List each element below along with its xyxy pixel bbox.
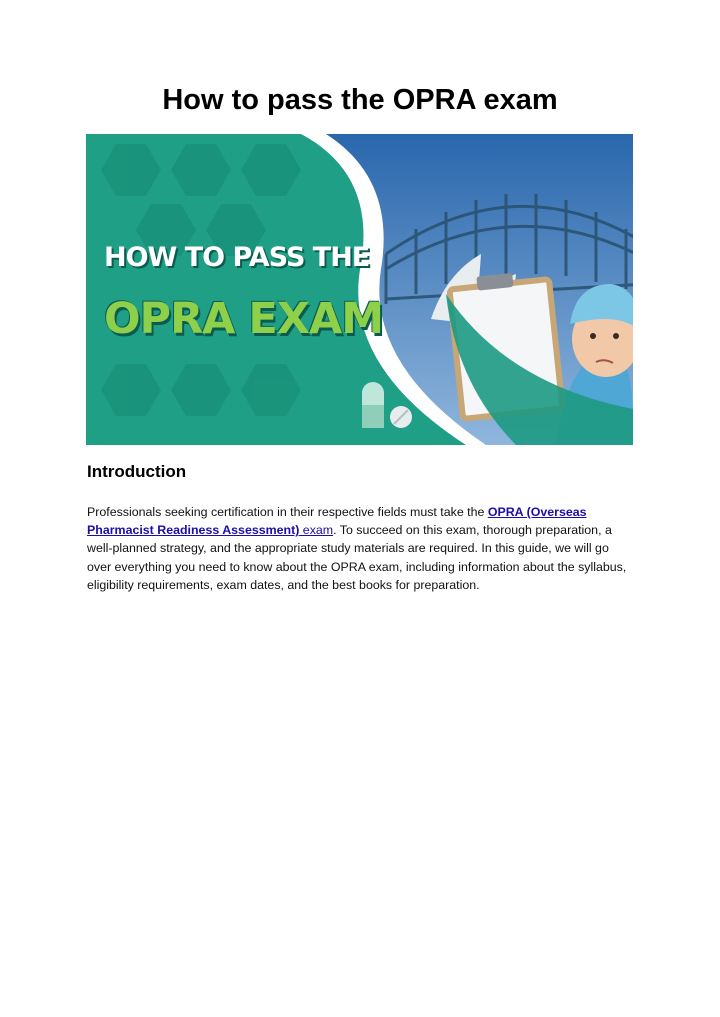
hero-headline-line-1: HOW TO PASS THE [104, 242, 370, 273]
intro-text-start: Professionals seeking certification in their respective fields must take the [87, 505, 488, 519]
introduction-heading: Introduction [87, 462, 187, 481]
exam-link[interactable]: exam [299, 523, 334, 538]
hero-headline-line-2: OPRA EXAM [104, 294, 384, 344]
page-title: How to pass the OPRA exam [162, 84, 558, 116]
hero-banner-image [86, 134, 633, 445]
intro-text-end: . To succeed on this exam, thorough preparation, a well-planned strategy, and the appropriate study materials are required. In this guide, we will go over everything you need to know about the OPRA exam, including information about the syllabus, eligibility requirements, exam dates, and the best books for preparation. [87, 523, 627, 592]
introduction-paragraph [87, 503, 635, 594]
opra-link[interactable]: OPRA (Overseas Pharmacist Readiness Assessment) [87, 505, 587, 538]
hero-illustration [86, 134, 633, 445]
